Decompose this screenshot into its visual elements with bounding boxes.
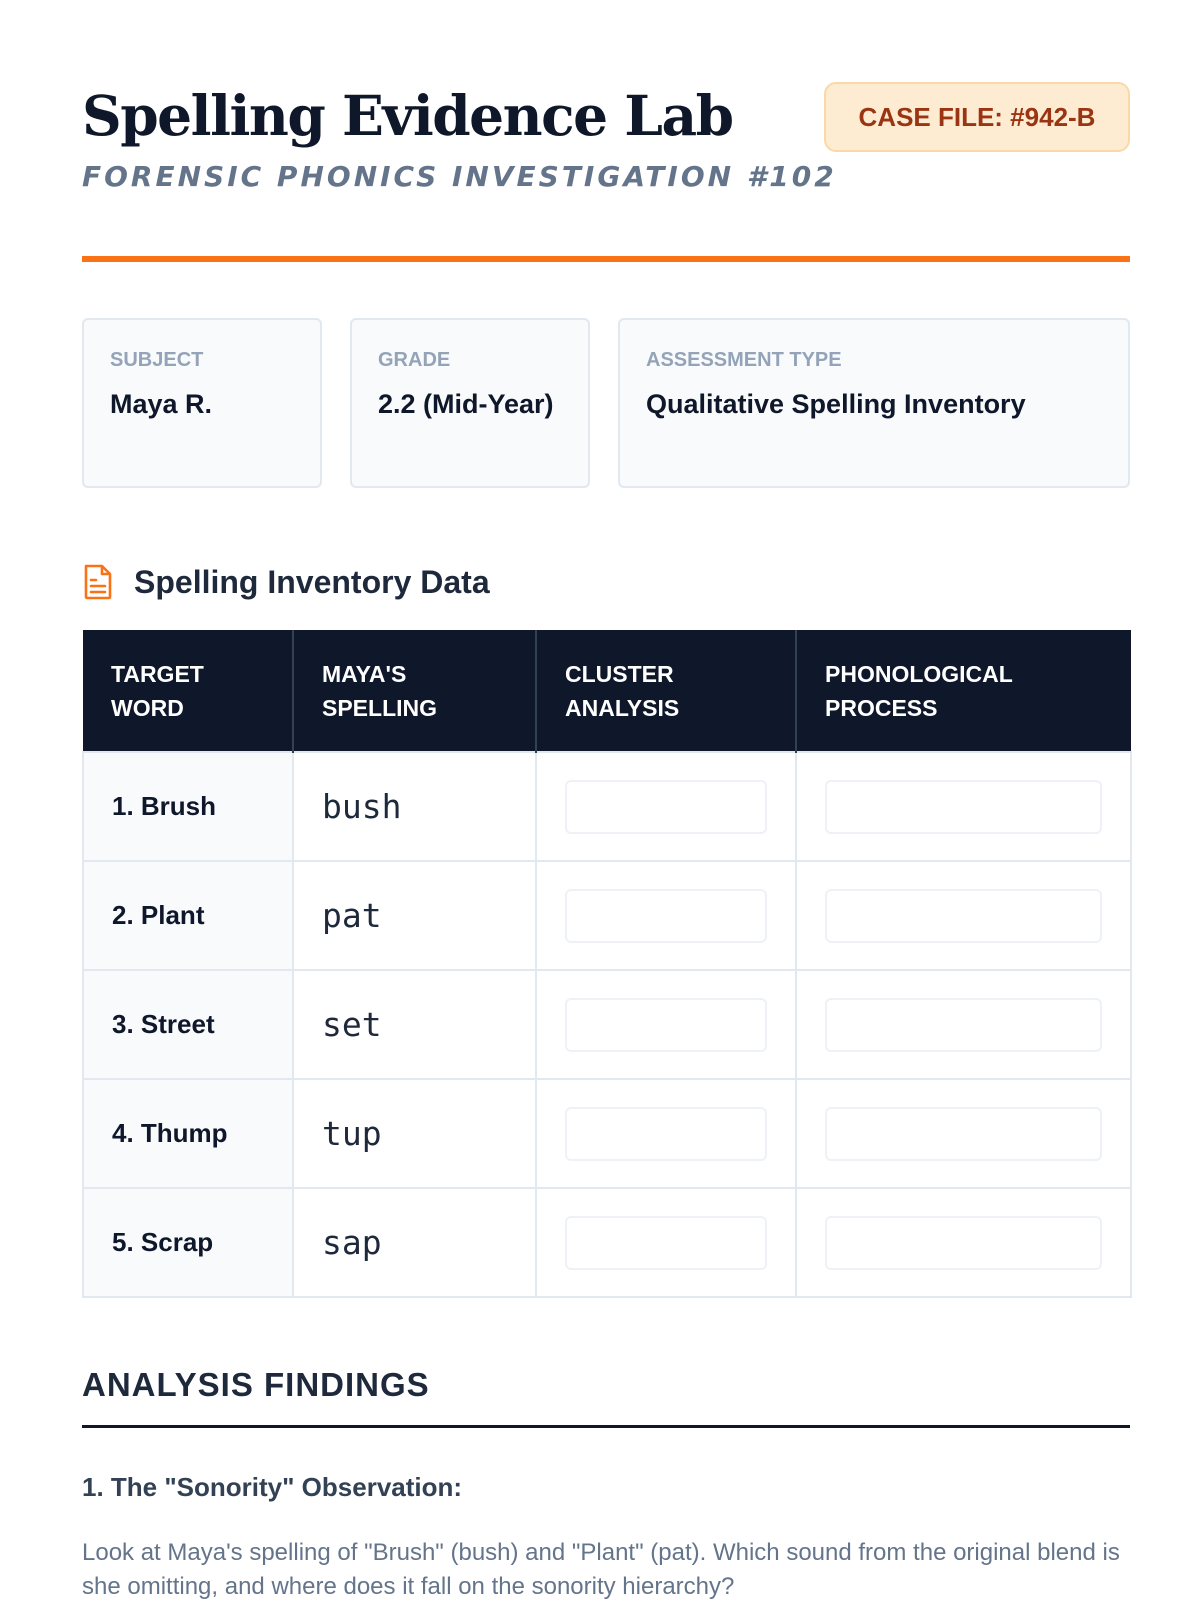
table-row [83, 861, 1131, 970]
column-header-cluster-analysis: CLUSTER ANALYSIS [536, 630, 796, 752]
phonological-process-input[interactable] [825, 998, 1102, 1052]
table-row [83, 1079, 1131, 1188]
findings-title: ANALYSIS FINDINGS [82, 1366, 430, 1403]
findings-divider [82, 1425, 1130, 1428]
column-header-spelling: MAYA'S SPELLING [293, 630, 536, 752]
cluster-analysis-cell [536, 970, 796, 1079]
grade-card [350, 318, 590, 488]
table-row [83, 970, 1131, 1079]
inventory-section-header [82, 558, 490, 606]
phonological-process-cell [796, 861, 1131, 970]
assessment-value: Qualitative Spelling Inventory [646, 389, 1026, 419]
cluster-analysis-cell [536, 1079, 796, 1188]
table-header-row [83, 630, 1131, 752]
grade-label: GRADE [378, 349, 451, 371]
spelling-inventory-table [82, 630, 1132, 1298]
target-word-cell: 3. Street [83, 970, 293, 1079]
phonological-process-input[interactable] [825, 1216, 1102, 1270]
cluster-analysis-cell [536, 752, 796, 861]
phonological-process-cell [796, 1188, 1131, 1297]
phonological-process-cell [796, 752, 1131, 861]
column-header-phonological-process: PHONOLOGICAL PROCESS [796, 630, 1131, 752]
target-word-cell: 4. Thump [83, 1079, 293, 1188]
case-file-badge: CASE FILE: #942-B [824, 82, 1130, 152]
spelling-cell: tup [293, 1079, 536, 1188]
table-row [83, 752, 1131, 861]
phonological-process-input[interactable] [825, 889, 1102, 943]
cluster-analysis-input[interactable] [565, 780, 767, 834]
subject-card [82, 318, 322, 488]
cluster-analysis-input[interactable] [565, 1216, 767, 1270]
grade-value: 2.2 (Mid-Year) [378, 389, 554, 419]
cluster-analysis-input[interactable] [565, 998, 767, 1052]
phonological-process-input[interactable] [825, 780, 1102, 834]
assessment-card [618, 318, 1130, 488]
phonological-process-input[interactable] [825, 1107, 1102, 1161]
finding-heading: 1. The "Sonority" Observation: [82, 1472, 463, 1502]
spelling-cell: bush [293, 752, 536, 861]
finding-question: Look at Maya's spelling of "Brush" (bush) and "Plant" (pat). Which sound from the original blend is she omitting, and where does it fall on the sonority hierarchy? [82, 1539, 1120, 1600]
subject-value: Maya R. [110, 389, 213, 419]
table-row [83, 1188, 1131, 1297]
target-word-cell: 5. Scrap [83, 1188, 293, 1297]
spelling-cell: pat [293, 861, 536, 970]
spelling-cell: sap [293, 1188, 536, 1297]
spelling-cell: set [293, 970, 536, 1079]
inventory-section-title: Spelling Inventory Data [134, 563, 490, 600]
target-word-cell: 1. Brush [83, 752, 293, 861]
page-subtitle: FORENSIC PHONICS INVESTIGATION #102 [82, 160, 837, 193]
cluster-analysis-cell [536, 861, 796, 970]
cluster-analysis-input[interactable] [565, 1107, 767, 1161]
cluster-analysis-cell [536, 1188, 796, 1297]
cluster-analysis-input[interactable] [565, 889, 767, 943]
target-word-cell: 2. Plant [83, 861, 293, 970]
document-icon [82, 564, 114, 600]
phonological-process-cell [796, 970, 1131, 1079]
assessment-label: ASSESSMENT TYPE [646, 349, 842, 371]
header-divider [82, 256, 1130, 262]
subject-label: SUBJECT [110, 349, 204, 371]
page-title: Spelling Evidence Lab [82, 83, 733, 148]
column-header-target-word: TARGET WORD [83, 630, 293, 752]
phonological-process-cell [796, 1079, 1131, 1188]
